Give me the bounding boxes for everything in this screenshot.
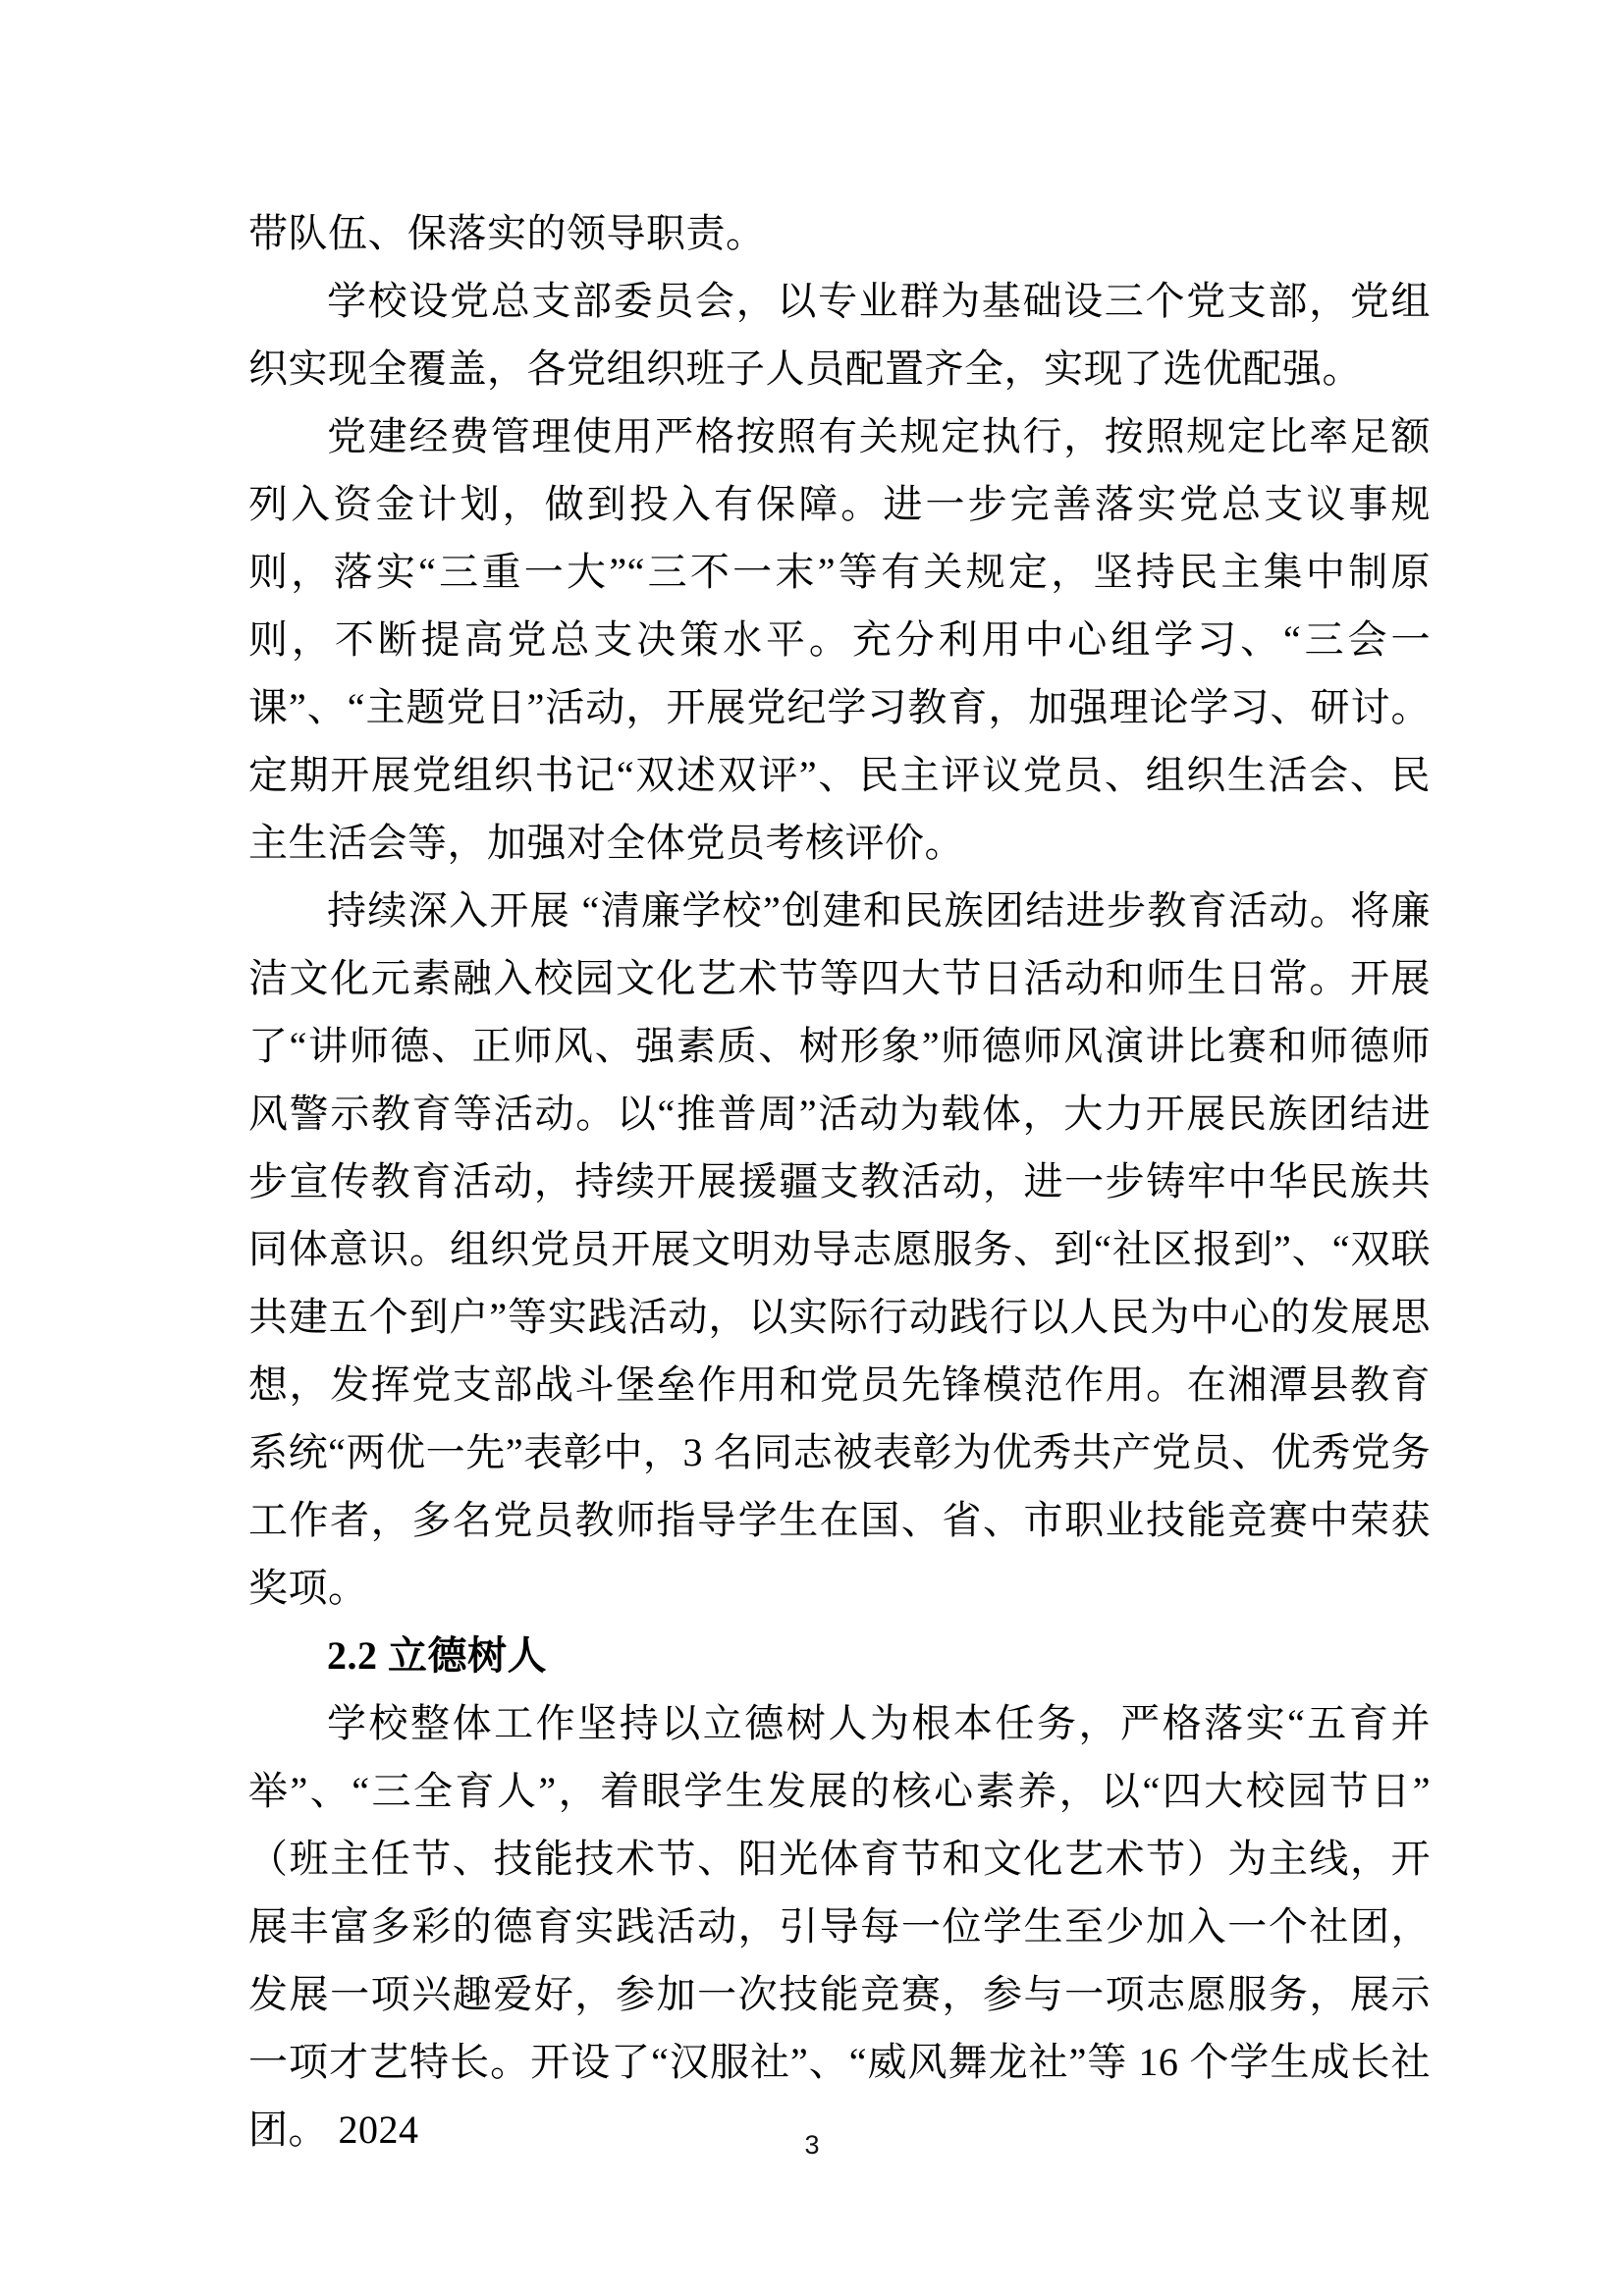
section-heading-2-2-lide-shuren: 2.2 立德树人 xyxy=(327,1633,547,1678)
paragraph-party-funds-and-meetings: 党建经费管理使用严格按照有关规定执行，按照规定比率足额列入资金计划，做到投入有保障。进一步完善落实党总支议事规则，落实“三重一大”“三不一末”等有关规定，坚持民主集中制原则，不断提高党总支决策水平。充分利用中心组学习、“三会一课”、“主题党日”活动，开展党纪学习教育，加强理论学习、研讨。定期开展党组织书记“双述双评”、民主评议党员、组织生活会、民主生活会等，加强对全体党员考核评价。 xyxy=(248,414,1431,865)
paragraph-moral-education: 学校整体工作坚持以立德树人为根本任务，严格落实“五育并举”、“三全育人”，着眼学生发展的核心素养，以“四大校园节日” （班主任节、技能技术节、阳光体育节和文化艺术节）为主线，开展丰富多彩的德育实践活动，引导每一位学生至少加入一个社团，发展一项兴趣爱好，参加一次技能竞赛，参与一项志愿服务，展示一项才艺特长。开设了“汉服社”、“威风舞龙社”等 16 个学生成长社团。 2024 xyxy=(248,1701,1431,2152)
page-footer xyxy=(0,2128,1624,2162)
page-number: 3 xyxy=(804,2130,820,2160)
paragraph-leadership-duties-continuation: 带队伍、保落实的领导职责。 xyxy=(248,211,766,255)
text-block xyxy=(248,199,1431,2163)
paragraph-party-branch-setup: 学校设党总支部委员会，以专业群为基础设三个党支部，党组织实现全覆盖，各党组织班子人员配置齐全，实现了选优配强。 xyxy=(248,279,1431,391)
paragraph-clean-school-and-ethnic-unity: 持续深入开展 “清廉学校”创建和民族团结进步教育活动。将廉洁文化元素融入校园文化艺术节等四大节日活动和师生日常。开展了“讲师德、正师风、强素质、树形象”师德师风演讲比赛和师德师风警示教育等活动。以“推普周”活动为载体，大力开展民族团结进步宣传教育活动，持续开展援疆支教活动，进一步铸牢中华民族共同体意识。组织党员开展文明劝导志愿服务、到“社区报到”、“双联共建五个到户”等实践活动，以实际行动践行以人民为中心的发展思想，发挥党支部战斗堡垒作用和党员先锋模范作用。在湘潭县教育系统“两优一先”表彰中，3 名同志被表彰为优秀共产党员、优秀党务工作者，多名党员教师指导学生在国、省、市职业技能竞赛中荣获奖项。 xyxy=(248,888,1431,1610)
